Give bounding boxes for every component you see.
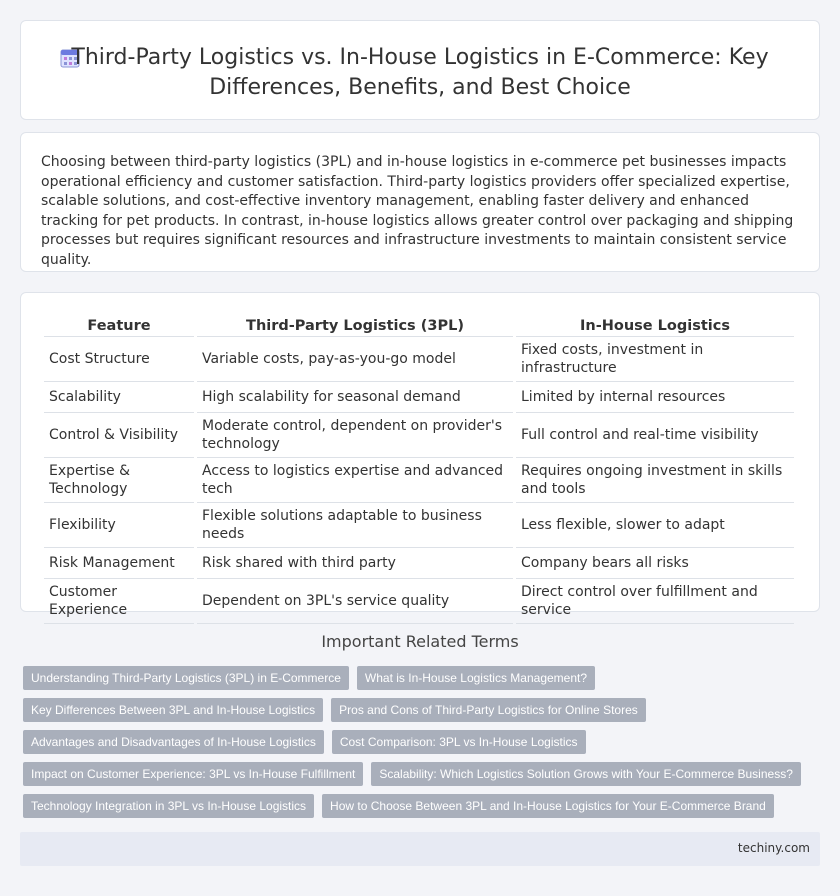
related-term-link[interactable]: Pros and Cons of Third-Party Logistics for Online Stores (331, 698, 646, 722)
related-terms-heading: Important Related Terms (321, 632, 519, 651)
table-cell: Requires ongoing investment in skills and tools (516, 458, 794, 503)
table-cell: Full control and real-time visibility (516, 413, 794, 458)
title-card (20, 20, 820, 120)
related-term-link[interactable]: Impact on Customer Experience: 3PL vs In-House Fulfillment (23, 762, 363, 786)
table-cell: Flexible solutions adaptable to business needs (197, 503, 513, 548)
table-cell: Limited by internal resources (516, 382, 794, 413)
related-term-link[interactable]: Scalability: Which Logistics Solution Grows with Your E-Commerce Business? (371, 762, 801, 786)
table-cell: Scalability (44, 382, 194, 413)
related-term-link[interactable]: What is In-House Logistics Management? (357, 666, 595, 690)
table-cell: Dependent on 3PL's service quality (197, 579, 513, 624)
header-in-house: In-House Logistics (516, 315, 794, 337)
related-terms-list (23, 666, 823, 826)
table-row (44, 382, 794, 413)
related-term-link[interactable]: Key Differences Between 3PL and In-House Logistics (23, 698, 323, 722)
table-cell: Direct control over fulfillment and service (516, 579, 794, 624)
related-term-link[interactable]: How to Choose Between 3PL and In-House Logistics for Your E-Commerce Brand (322, 794, 774, 818)
related-term-link[interactable]: Technology Integration in 3PL vs In-House Logistics (23, 794, 314, 818)
table-cell: Variable costs, pay-as-you-go model (197, 337, 513, 382)
table-cell: Expertise & Technology (44, 458, 194, 503)
intro-card (20, 132, 820, 272)
table-row (44, 579, 794, 624)
table-cell: Risk shared with third party (197, 548, 513, 579)
header-feature: Feature (44, 315, 194, 337)
comparison-card (20, 292, 820, 618)
footer-brand[interactable]: techiny.com (737, 841, 810, 855)
table-cell: Fixed costs, investment in infrastructure (516, 337, 794, 382)
table-row (44, 503, 794, 548)
table-cell: Company bears all risks (516, 548, 794, 579)
table-row (44, 548, 794, 579)
table-row (44, 413, 794, 458)
table-cell: High scalability for seasonal demand (197, 382, 513, 413)
related-term-link[interactable]: Advantages and Disadvantages of In-House Logistics (23, 730, 324, 754)
header-3pl: Third-Party Logistics (3PL) (197, 315, 513, 337)
related-term-link[interactable]: Understanding Third-Party Logistics (3PL) in E-Commerce (23, 666, 349, 690)
table-cell: Customer Experience (44, 579, 194, 624)
table-cell: Flexibility (44, 503, 194, 548)
table-cell: Risk Management (44, 548, 194, 579)
footer (20, 832, 820, 866)
related-term-link[interactable]: Cost Comparison: 3PL vs In-House Logistics (332, 730, 586, 754)
comparison-table (41, 315, 797, 624)
page-title: Third-Party Logistics vs. In-House Logistics in E-Commerce: Key Differences, Benefits, and Best Choice (71, 45, 769, 100)
table-cell: Control & Visibility (44, 413, 194, 458)
table-cell: Moderate control, dependent on provider's technology (197, 413, 513, 458)
table-cell: Cost Structure (44, 337, 194, 382)
table-row (44, 337, 794, 382)
table-cell: Less flexible, slower to adapt (516, 503, 794, 548)
table-cell: Access to logistics expertise and advanced tech (197, 458, 513, 503)
intro-paragraph: Choosing between third-party logistics (3PL) and in-house logistics in e-commerce pet businesses impacts operational efficiency and customer satisfaction. Third-party logistics providers offer specialized expertise, scalable solutions, and cost-effective inventory management, enabling faster delivery and enhanced tracking for pet products. In contrast, in-house logistics allows greater control over packaging and shipping processes but requires significant resources and infrastructure investments to maintain consistent service quality. (41, 154, 794, 268)
table-row (44, 458, 794, 503)
